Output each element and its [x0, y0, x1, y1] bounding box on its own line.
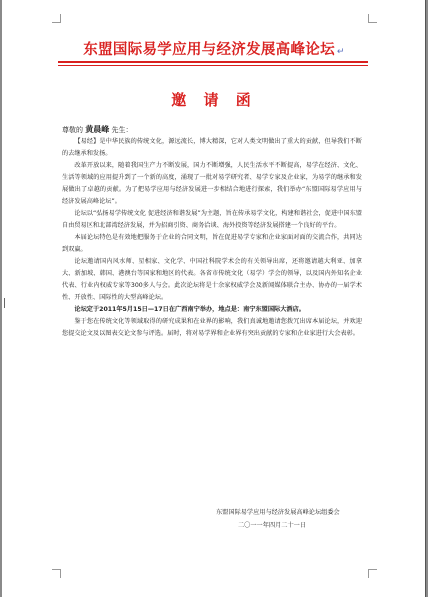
forum-title-text: 东盟国际易学应用与经济发展高峰论坛 — [83, 42, 335, 58]
paragraph-2: 改革开放以来，随着我国生产力不断发展，国力不断增强，人民生活水平不断提高，易学在经济、文化、生活等领域的应用提升到了一个新的高度，涌现了一批对易学研究者、易学专家及企业家，为易学的继承和发展做出了卓越的贡献。为了把易学应用与经济发展进一步相结合地进行探索，我们举办“东盟国际易学应用与经济发展高峰论坛”。 — [62, 162, 362, 205]
text-cursor — [4, 298, 9, 308]
forum-title — [2, 38, 426, 59]
document-page — [2, 0, 426, 597]
paragraph-4: 本届论坛特色是有效地把服务于企业的合同文明，旨在促进易学专家和企业家面对面的交流合作，共同达到双赢。 — [62, 234, 362, 253]
signature-date: 二〇一一年四月二十一日 — [238, 522, 307, 529]
paragraph-1: 【易经】是中华民族的传统文化，源远流长，博大精深，它对人类文明做出了重大的贡献，但导我们不断的去继承和发扬。 — [62, 138, 362, 157]
letter-body[interactable] — [62, 124, 362, 340]
paragraph-5: 论坛邀请国内风水师、星相家、文化学、中国社科院学术会的有关领导出席，还将邀请越大利亚、加拿大、新加坡、韩国、港澳台等国家和地区的代表。各省市传统文化（易学）学会的领导，以及国内外知名企业代表、行业内权威专家等300多人与会。此次论坛将是十余家权威学会及新闻媒体联合主办、协办的一届学术性、开放性、国际性的大型高峰论坛。 — [62, 258, 362, 301]
title-rule-thin — [58, 65, 368, 66]
invitation-heading: 邀 请 函 — [171, 91, 257, 109]
paragraph-mark-icon: ↵ — [336, 47, 345, 57]
salutation — [62, 124, 362, 136]
paragraph-6: 论坛定于2011年5月15日—17日在广西南宁举办，地点是：南宁东盟国际大酒店。 — [74, 306, 305, 313]
title-rule-thick — [58, 61, 368, 63]
recipient-name: 黄晨峰 — [85, 125, 110, 134]
salutation-suffix: 先生： — [111, 126, 133, 134]
salutation-prefix: 尊敬的 — [62, 126, 83, 134]
crop-mark-top-left — [52, 14, 61, 23]
signature-organization: 东盟国际易学应用与经济发展高峰论坛组委会 — [216, 509, 340, 516]
paragraph-7: 鉴于您在传统文化等领域取得的研究成果和在业界的影响，我们真诚地邀请您拨冗出席本届论坛，并欢迎您提交论文及以图表交论文参与评选。届时，将对易学界和企业界有突出贡献的专家和企业家进行大会表彰。 — [62, 318, 362, 337]
crop-mark-bottom-left — [52, 569, 61, 578]
paragraph-3: 论坛以“弘扬易学传统文化 促进经济和谐发展”为主题，旨在传承易学文化，构建和谐社会，促进中国东盟自由贸易区和北部湾经济发展，并为招商引资、商务洽谈、海外投资等经济发展搭建一个良好的平台。 — [62, 210, 362, 229]
crop-mark-top-right — [368, 14, 377, 23]
crop-mark-bottom-right — [368, 569, 377, 578]
